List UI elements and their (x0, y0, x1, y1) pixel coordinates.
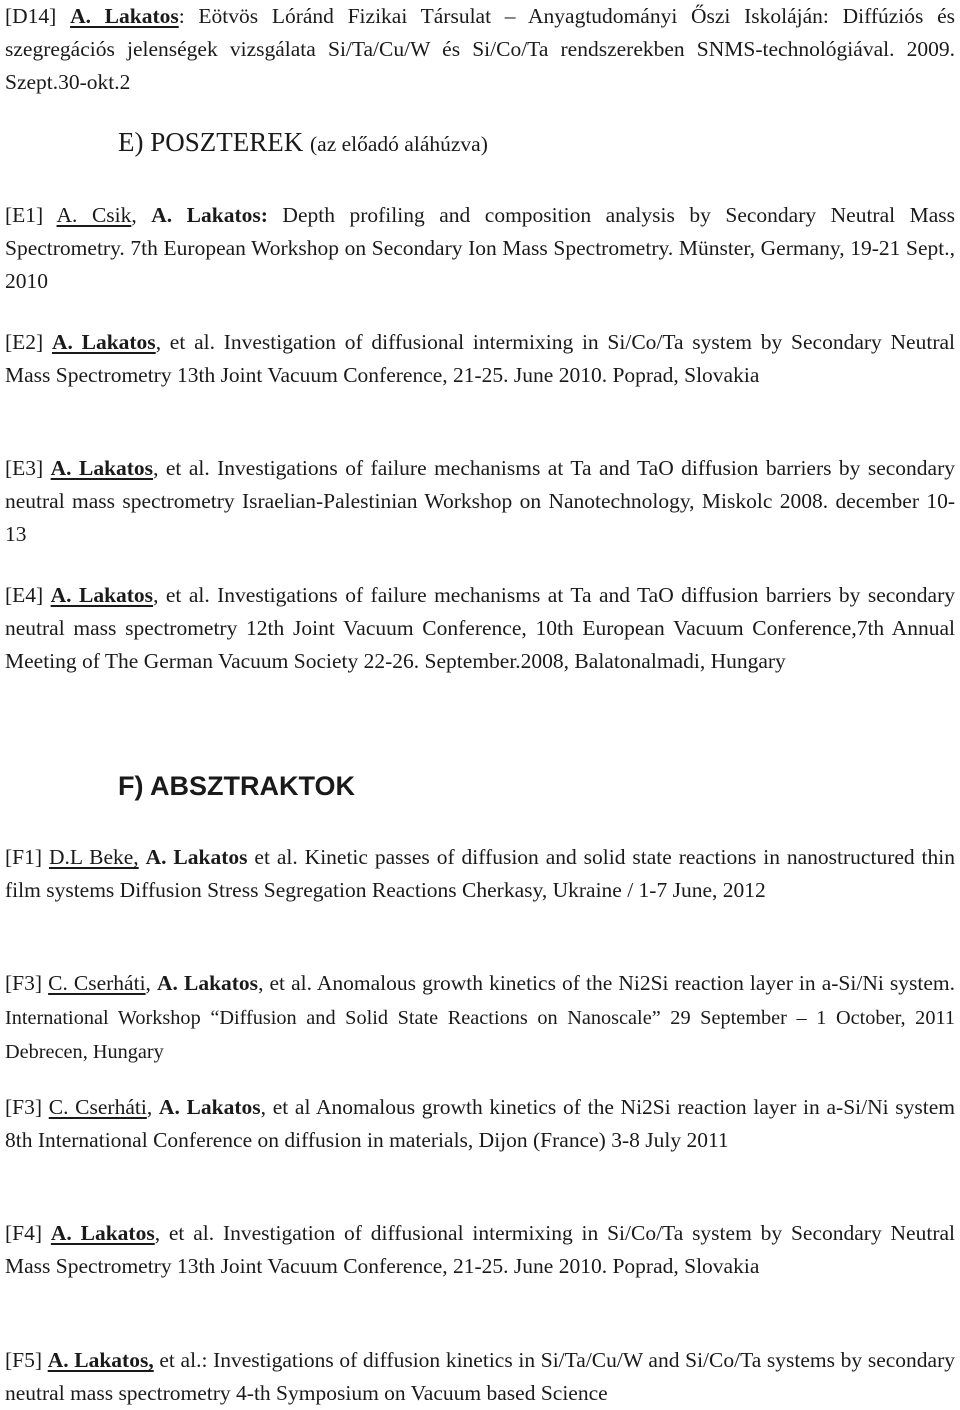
separator: , (145, 971, 157, 995)
reference-e3 (5, 452, 955, 551)
separator: , (146, 1095, 159, 1119)
author-name: A. Lakatos: (151, 203, 268, 227)
reference-venue: International Workshop “Diffusion and Solid State Reactions on Nanoscale” 29 September – 1 October, 2011 Debrecen, Hungary (5, 1007, 955, 1063)
ref-label: [F3] (5, 971, 43, 995)
reference-f1 (5, 841, 955, 907)
author-name: A. Lakatos (70, 4, 179, 28)
reference-text: , et al. Investigation of diffusional intermixing in Si/Co/Ta system by Secondary Neutral Mass Spectrometry 13th Joint Vacuum Conference, 21-25. June 2010. Poprad, Slovakia (5, 330, 955, 387)
reference-f5 (5, 1344, 955, 1410)
reference-text: , et al. Anomalous growth kinetics of the Ni2Si reaction layer in a-Si/Ni system. (258, 971, 956, 995)
ref-label: [F5] (5, 1348, 43, 1372)
separator: , (131, 203, 152, 227)
author-name: A. Lakatos (145, 845, 248, 869)
coauthor-name: D.L Beke, (48, 845, 139, 869)
reference-f4 (5, 1217, 955, 1283)
reference-d14 (5, 0, 955, 99)
ref-label: [F3] (5, 1095, 43, 1119)
reference-text: , et al. Investigations of failure mechanisms at Ta and TaO diffusion barriers by secondary neutral mass spectrometry Israelian-Palestinian Workshop on Nanotechnology, Miskolc 2008. december 10-13 (5, 456, 956, 546)
ref-label: [F4] (5, 1221, 43, 1245)
reference-e2 (5, 326, 955, 392)
reference-f3-a (5, 967, 955, 1069)
reference-text: et al.: Investigations of diffusion kinetics in Si/Ta/Cu/W and Si/Co/Ta systems by secondary neutral mass spectrometry 4-th Symposium on Vacuum based Science (5, 1348, 955, 1405)
ref-label: [D14] (5, 4, 57, 28)
ref-label: [E2] (5, 330, 44, 354)
reference-text: et al. Kinetic passes of diffusion and solid state reactions in nanostructured thin film systems Diffusion Stress Segregation Reactions Cherkasy, Ukraine / 1-7 June, 2012 (5, 845, 956, 902)
coauthor-name: C. Cserháti (48, 1095, 147, 1119)
author-name: A. Lakatos (50, 583, 154, 607)
ref-label: [F1] (5, 845, 43, 869)
reference-e1 (5, 199, 955, 298)
ref-label: [E4] (5, 583, 44, 607)
reference-text: Depth profiling and composition analysis by Secondary Neutral Mass Spectrometry. 7th European Workshop on Secondary Ion Mass Spectrometry. Münster, Germany, 19-21 Sept., 2010 (5, 203, 955, 293)
author-name: A. Lakatos, (47, 1348, 154, 1372)
author-name: A. Lakatos (157, 971, 259, 995)
reference-text: , et al Anomalous growth kinetics of the Ni2Si reaction layer in a-Si/Ni system 8th International Conference on diffusion in materials, Dijon (France) 3-8 July 2011 (5, 1095, 956, 1152)
coauthor-name: A. Csik (56, 203, 132, 227)
reference-e4 (5, 579, 955, 678)
reference-f3-b (5, 1091, 955, 1157)
reference-text: : Eötvös Lóránd Fizikai Társulat – Anyagtudományi Őszi Iskoláján: Diffúziós és szegregációs jelenségek vizsgálata Si/Ta/Cu/W és Si/Co/Ta rendszerekben SNMS-technológiával. 2009. Szept.30-okt.2 (5, 4, 955, 94)
author-name: A. Lakatos (158, 1095, 261, 1119)
ref-label: [E1] (5, 203, 44, 227)
coauthor-name: C. Cserháti (48, 971, 146, 995)
section-subtitle: (az előadó aláhúzva) (310, 132, 488, 156)
reference-text: , et al. Investigation of diffusional intermixing in Si/Co/Ta system by Secondary Neutral Mass Spectrometry 13th Joint Vacuum Conference, 21-25. June 2010. Poprad, Slovakia (5, 1221, 955, 1278)
section-heading-abstracts: F) ABSZTRAKTOK (118, 771, 355, 801)
section-heading-posters (118, 124, 488, 162)
author-name: A. Lakatos (50, 456, 154, 480)
author-name: A. Lakatos (50, 1221, 155, 1245)
author-name: A. Lakatos (51, 330, 156, 354)
reference-text: , et al. Investigations of failure mechanisms at Ta and TaO diffusion barriers by secondary neutral mass spectrometry 12th Joint Vacuum Conference, 10th European Vacuum Conference,7th Annual Meeting of The German Vacuum Society 22-26. September.2008, Balatonalmadi, Hungary (5, 583, 956, 673)
ref-label: [E3] (5, 456, 44, 480)
section-title: E) POSZTEREK (118, 127, 304, 157)
